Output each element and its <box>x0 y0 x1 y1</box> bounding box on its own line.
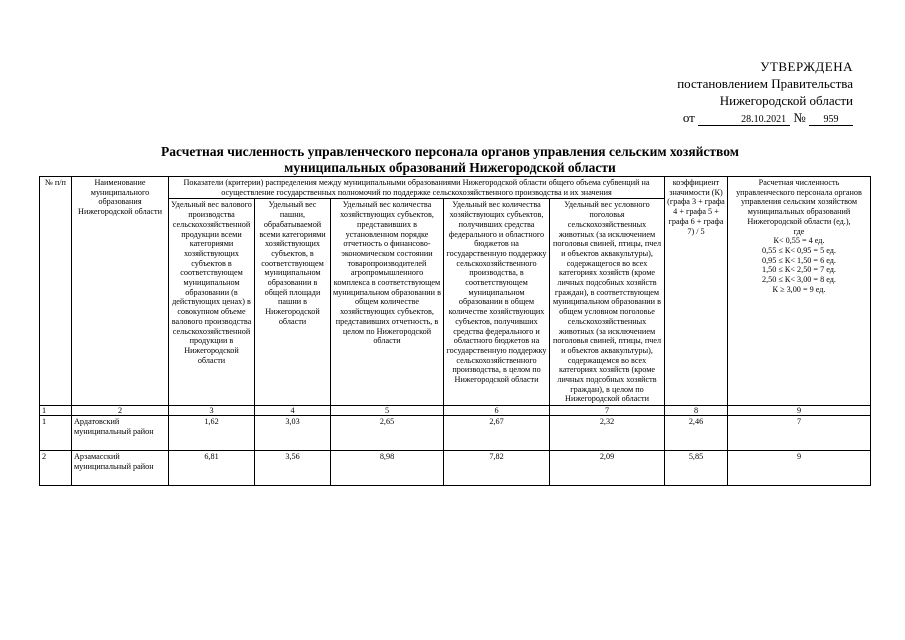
header-row-1 <box>40 177 871 199</box>
column-number: 5 <box>331 406 444 416</box>
value-col-7: 2,32 <box>550 416 665 451</box>
value-col-3: 1,62 <box>169 416 255 451</box>
value-col-6: 2,67 <box>444 416 550 451</box>
row-number: 1 <box>40 416 72 451</box>
title-line-1: Расчетная численность управленческого персонала органов управления сельским хозяйством <box>161 144 739 159</box>
approval-number-label: № <box>793 110 806 125</box>
value-col-7: 2,09 <box>550 451 665 486</box>
header-criterion-7: Удельный вес условного поголовья сельскохозяйственных животных (за исключением поголовья свиней, птицы, пчел и объектов аквакультуры), содержащегося во всех категориях хозяйств (кроме личных подсобных хозяйств граждан), в соответствующем муниципальном образовании в общем условном поголовье сельскохозяйственных животных (за исключением поголовья свиней, птицы, пчел и объектов аквакультуры), содержащемся во всех категориях хозяйств (кроме личных подсобных хозяйств граждан), в целом по Нижегородской области <box>550 199 665 406</box>
header-col-num: № п/п <box>40 177 72 406</box>
header-col-name: Наименование муниципального образования Нижегородской области <box>72 177 169 406</box>
approval-line-1: постановлением Правительства <box>677 76 853 91</box>
header-col-staff: Расчетная численность управленческого персонала органов управления сельским хозяйством муниципальных образований Нижегородской области (ед.), где К< 0,55 = 4 ед. 0,55 ≤ К< 0,95 = 5 ед. 0,95 ≤ К< 1,50 = 6 ед. 1,50 ≤ К< 2,50 = 7 ед. 2,50 ≤ К< 3,00 = 8 ед. К ≥ 3,00 = 9 ед. <box>728 177 871 406</box>
value-col-6: 7,82 <box>444 451 550 486</box>
column-number: 6 <box>444 406 550 416</box>
approval-block <box>623 58 853 126</box>
value-col-4: 3,03 <box>255 416 331 451</box>
header-criterion-4: Удельный вес пашни, обрабатываемой всеми категориями хозяйствующих субъектов, в соответствующем муниципальном образовании в общей площади пашни в Нижегородской области <box>255 199 331 406</box>
value-col-3: 6,81 <box>169 451 255 486</box>
table-row <box>40 451 871 486</box>
column-number: 2 <box>72 406 169 416</box>
value-staff: 7 <box>728 416 871 451</box>
approval-line-2: Нижегородской области <box>719 93 853 108</box>
title-line-2: муниципальных образований Нижегородской области <box>284 160 616 175</box>
column-number: 4 <box>255 406 331 416</box>
staff-table <box>39 176 871 486</box>
approval-from-label: от <box>682 110 695 125</box>
approval-number: 959 <box>809 114 853 126</box>
column-numbers-row <box>40 406 871 416</box>
row-number: 2 <box>40 451 72 486</box>
column-number: 8 <box>665 406 728 416</box>
column-number: 9 <box>728 406 871 416</box>
value-col-5: 2,65 <box>331 416 444 451</box>
value-coefficient: 2,46 <box>665 416 728 451</box>
column-number: 7 <box>550 406 665 416</box>
approval-heading: УТВЕРЖДЕНА <box>760 59 853 74</box>
header-criterion-3: Удельный вес валового производства сельскохозяйственной продукции всеми категориями хозяйствующих субъектов в соответствующем муниципальном образовании (в действующих ценах) в совокупном объеме валового производства сельскохозяйственной продукции в Нижегородской области <box>169 199 255 406</box>
value-staff: 9 <box>728 451 871 486</box>
table-row <box>40 416 871 451</box>
value-col-5: 8,98 <box>331 451 444 486</box>
header-criterion-6: Удельный вес количества хозяйствующих субъектов, получивших средства федерального и областного бюджетов на государственную поддержку сельскохозяйственного производства, в соответствующем муниципальном образовании в общем количестве хозяйствующих субъектов, получивших средства федерального и областного бюджетов на государственную поддержку сельскохозяйственного производства, в целом по Нижегородской области <box>444 199 550 406</box>
header-criterion-5: Удельный вес количества хозяйствующих субъектов, представивших в установленном порядке отчетность о финансово-экономическом состоянии товаропроизводителей агропромышленного комплекса в соответствующем муниципальном образовании в общем количестве хозяйствующих субъектов, представивших отчетность, в целом по Нижегородской области <box>331 199 444 406</box>
header-col-coefficient: коэффициент значимости (К) (графа 3 + графа 4 + графа 5 + графа 6 + графа 7) / 5 <box>665 177 728 406</box>
column-number: 1 <box>40 406 72 416</box>
value-coefficient: 5,85 <box>665 451 728 486</box>
value-col-4: 3,56 <box>255 451 331 486</box>
approval-date: 28.10.2021 <box>698 114 790 126</box>
document-title <box>40 144 860 176</box>
municipality-name: Ардатовский муниципальный район <box>72 416 169 451</box>
header-criteria-group: Показатели (критерии) распределения между муниципальными образованиями Нижегородской области общего объема субвенций на осуществление государственных полномочий по поддержке сельскохозяйственного производства и их значения <box>169 177 665 199</box>
approval-date-line <box>623 109 853 126</box>
municipality-name: Арзамасский муниципальный район <box>72 451 169 486</box>
column-number: 3 <box>169 406 255 416</box>
